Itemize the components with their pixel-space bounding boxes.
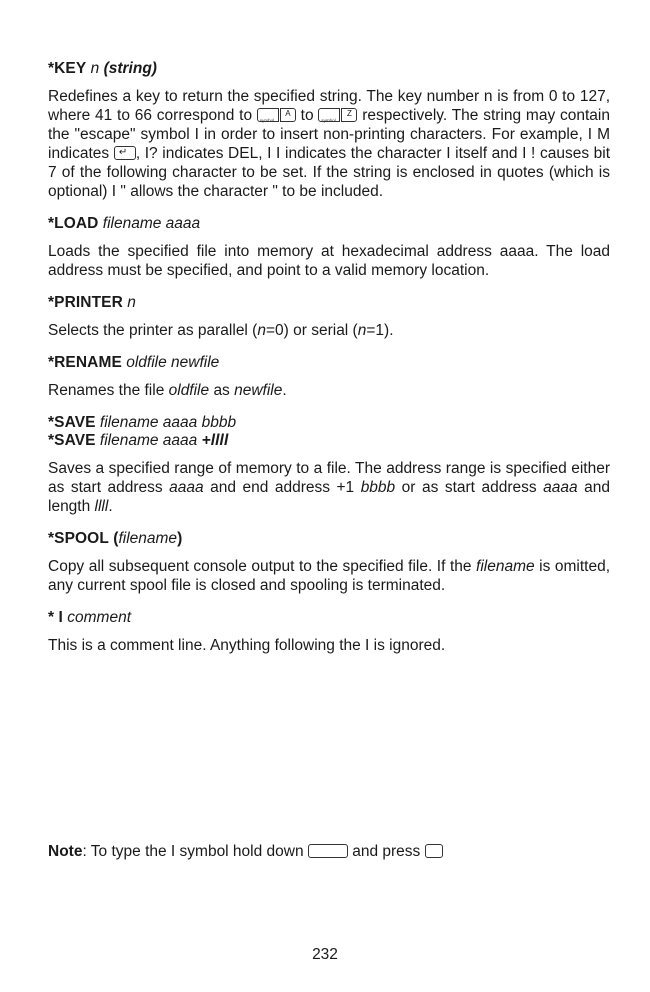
symbol-a-keys [257,108,296,122]
note-text: : To type the I symbol hold down [82,843,304,860]
entry-heading [48,609,610,627]
command-args: filename aaaa bbbb [99,414,237,431]
desc-text: allows the character " to be included. [130,183,384,200]
entry-comment [48,609,610,655]
entry-heading [48,354,610,372]
z-key-icon: Z [341,108,357,122]
entry-description: Loads the specified file into memory at hexadecimal address aaaa. The load address must be specified, and point to a valid memory location. [48,243,610,279]
enter-key-icon: ↵ [114,146,136,160]
note-text: and press [352,843,421,860]
desc-text: respectively. The string may contain the "escape" symbol [48,107,610,143]
desc-text: , I? indicates DEL, [135,145,263,162]
symbol-key-icon: symbol [257,108,279,122]
entry-printer [48,294,610,340]
entry-description: This is a comment line. Anything following the I is ignored. [48,637,446,654]
command-name: *PRINTER [48,294,123,311]
command-args-optional: (string) [103,60,157,77]
command-args: comment [67,609,132,626]
desc-text: I [194,126,199,143]
desc-text: to [300,107,314,124]
note [48,842,443,861]
manual-page [48,60,610,669]
command-args: filename aaaa [102,215,201,232]
entry-heading [48,414,610,432]
entry-heading [48,215,610,233]
entry-description: Selects the printer as parallel (n=0) or serial (n=1). [48,322,394,339]
command-args: oldfile newfile [126,354,220,371]
desc-text: in order to insert non-printing characters. For example, [203,126,583,143]
command-name: *KEY [48,60,87,77]
entry-heading: *SPOOL (filename) [48,530,183,547]
entry-rename [48,354,610,400]
entry-heading [48,294,610,312]
command-args: n [90,60,100,77]
entry-description [48,87,610,201]
desc-text: I I [267,145,281,162]
command-name: *SAVE [48,414,96,431]
note-label: Note [48,843,83,860]
command-name: *SAVE [48,432,96,449]
desc-text: I ! [522,145,536,162]
command-name: *SPOOL [48,530,109,547]
entry-save [48,414,610,516]
command-name: * I [48,609,63,626]
command-args: filename aaaa [99,432,198,449]
entry-heading [48,60,610,78]
symbol-key-icon [308,844,348,858]
desc-text: itself and [455,145,518,162]
entry-description: Saves a specified range of memory to a file. The address range is specified either as start address aaaa and end address +1 bbbb or as start address aaaa and length llll. [48,460,610,515]
command-args-length: +llll [201,432,229,449]
symbol-z-keys [318,108,357,122]
desc-text: I " [111,183,126,200]
entry-description: Copy all subsequent console output to the specified file. If the filename is omitted, any current spool file is closed and spooling is terminated. [48,558,611,594]
desc-text: indicates the character [285,145,442,162]
symbol-key-icon: symbol [318,108,340,122]
desc-text: I M indicates [48,126,611,162]
command-name: *RENAME [48,354,122,371]
backslash-key-icon [425,844,443,858]
desc-text: Redefines a key to return the specified string. The key number n is from 0 to 127, where 41 to 66 correspond to [48,88,610,124]
page-number: 232 [312,946,338,963]
desc-text: I [446,145,451,162]
entry-key [48,60,610,201]
desc-text: causes bit 7 of the following character to be set. If the string is enclosed in quotes (which is optional) [48,145,611,200]
entry-load [48,215,610,280]
entry-description: Renames the file oldfile as newfile. [48,382,287,399]
command-args: n [127,294,136,311]
entry-spool [48,530,610,595]
command-args: filename [118,530,178,547]
entry-heading-alt [48,432,610,450]
command-name: *LOAD [48,215,99,232]
a-key-icon: A [280,108,296,122]
